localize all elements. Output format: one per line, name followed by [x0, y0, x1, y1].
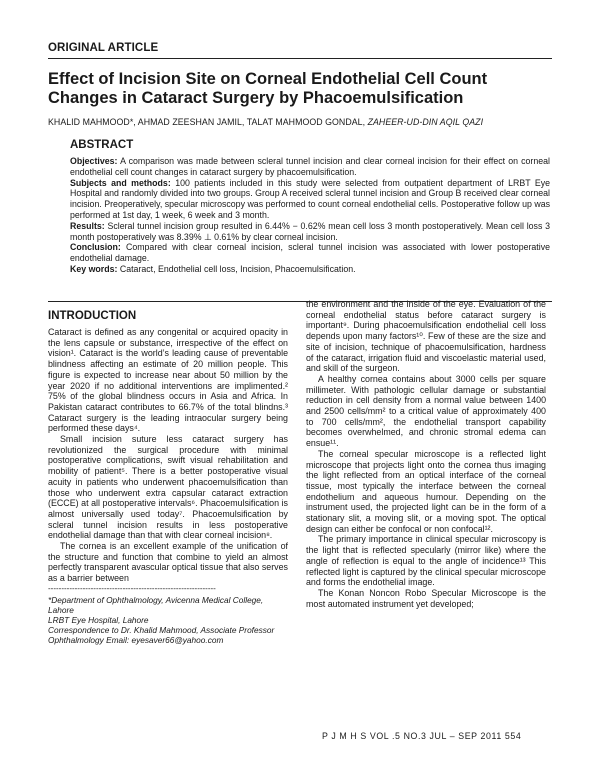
abstract-methods — [70, 178, 550, 221]
footnote-correspondence: Correspondence to Dr. Khalid Mahmood, Associate Professor Ophthalmology Email: eyesaver66@yahoo.com — [48, 624, 275, 645]
intro-paragraph-3: The cornea is an excellent example of the unification of the structure and function that combine to yield an almost perfectly transparent avascular optical tissue that also serves as a barrier between — [48, 541, 288, 584]
right-column — [306, 299, 546, 609]
author-list — [48, 117, 483, 127]
right-paragraph-2: A healthy cornea contains about 3000 cells per square millimeter. With pathologic cellular damage or substantial reduction in cell density from a normal value between 1400 and 2500 cells/mm² to a critical value of approximately 400 to 700 cells/mm², the endothelial transport capability becomes overwhelmed, and chronic stromal edema can ensue¹¹. — [306, 373, 546, 449]
conclusion-text: Compared with clear corneal incision, scleral tunnel incision was associated with lower postoperative endothelial damage. — [70, 242, 550, 264]
footnote-separator: --------------------------------------------------------------- — [48, 584, 216, 593]
left-column — [48, 309, 288, 645]
article-title: Effect of Incision Site on Corneal Endothelial Cell Count Changes in Cataract Surgery by Phacoemulsification — [48, 70, 488, 107]
footnote-hospital: LRBT Eye Hospital, Lahore — [48, 614, 149, 625]
intro-paragraph-1: Cataract is defined as any congenital or acquired opacity in the lens capsule or substance, irrespective of the effect on vision¹. Cataract is the world’s leading cause of preventable blindness affecting an estimate of 20 million people. This figure is expected to increase near about 50 million by the year 2020 if no additional interventions are implimented.² 75% of the global blindness occurs in Asia and Africa. In Pakistan cataract contributes to 66.7% of the total blindns.³ Cataract surgery is the leading intraocular surgery being performed these days⁴. — [48, 327, 288, 434]
authors-main: KHALID MAHMOOD*, AHMAD ZEESHAN JAMIL, TALAT MAHMOOD GONDAL, — [48, 117, 368, 127]
methods-label: Subjects and methods: — [70, 177, 171, 188]
top-rule — [48, 58, 552, 59]
results-text: Scleral tunnel incision group resulted in 6.44% − 0.62% mean cell loss 3 month postoperatively. Mean cell loss 3 month postoperatively was 8.39% ⊥ 0.61% by clear corneal incision. — [70, 220, 550, 242]
right-paragraph-4: The primary importance in clinical specular microscopy is the light that is reflected specularly (mirror like) where the angle of reflection is equal to the angle of incidence¹³ This reflected light is captured by the clinical specular microscope and forms the endothelial image. — [306, 534, 546, 588]
abstract-results — [70, 221, 550, 243]
right-paragraph-1: the environment and the inside of the eye. Evaluation of the corneal endothelial status before cataract surgery is important⁹. During phacoemulsification endothelial cell loss depends upon many factors¹⁰. Few of these are the size and site of incision, technique of phacoemulsification, hardness of the cataract, irrigation fluid and viscoelastic material used, and skill of the surgeon. — [306, 299, 546, 374]
results-label: Results: — [70, 220, 105, 231]
abstract-heading: ABSTRACT — [70, 139, 134, 151]
abstract-keywords — [70, 264, 550, 275]
methods-text: 100 patients included in this study were selected from outpatient department of LRBT Eye Hospital and randomly divided into two groups. Group A received scleral tunnel incision and Group B received clear corneal incision. Preoperatively, specular microscopy was performed to count corneal endothelial cells. Postoperative follow up was performed at 1st day, 1 week, 6 week and 3 month. — [70, 177, 550, 220]
keywords-text: Cataract, Endothelial cell loss, Incision, Phacoemulsification. — [117, 263, 356, 274]
introduction-heading: INTRODUCTION — [48, 310, 137, 322]
section-tag: ORIGINAL ARTICLE — [48, 42, 159, 54]
objectives-text: A comparison was made between scleral tunnel incision and clear corneal incision for their effect on corneal endothelial cell count changes in cataract surgery by phacoemulsification. — [70, 156, 550, 177]
abstract — [70, 138, 550, 275]
abstract-objectives — [70, 156, 550, 178]
right-paragraph-5: The Konan Noncon Robo Specular Microscope is the most automated instrument yet developed; — [306, 587, 546, 609]
objectives-label: Objectives: — [70, 156, 118, 166]
authors-italic: ZAHEER-UD-DIN AQIL QAZI — [367, 117, 484, 127]
intro-paragraph-2: Small incision suture less cataract surgery has revolutionized the surgical procedure with minimal postoperative complications, swift visual rehabilitation and mobility of patient⁵. There is a better postoperative visual acuity in patients who underwent phacoemulsification than those who underwent extra capsular cataract extraction (ECCE) at all postoperative intervals⁶. Phacoemulsification is almost universally used today⁷. Phacoemulsification by scleral tunnel incision results in less postoperative endothelial damage than that with clear corneal incision⁸. — [48, 434, 288, 541]
footnotes — [48, 595, 288, 645]
footnote-affiliation: *Department of Ophthalmology, Avicenna Medical College, Lahore — [48, 594, 264, 615]
page-footer: P J M H S VOL .5 NO.3 JUL – SEP 2011 554 — [322, 731, 522, 741]
conclusion-label: Conclusion: — [70, 242, 121, 253]
keywords-label: Key words: — [70, 263, 118, 274]
abstract-conclusion — [70, 242, 550, 264]
right-paragraph-3: The corneal specular microscope is a reflected light microscope that projects light onto the cornea thus imaging the light reflected from an optical interface of the corneal tissue, most typically the interface between the corneal endothelium and aqueous humour. Depending on the instrument used, the projected light can be in the form of a stationary slit, a moving slit, or a moving spot. The optical design can either be confocal or non confocal¹². — [306, 448, 546, 534]
